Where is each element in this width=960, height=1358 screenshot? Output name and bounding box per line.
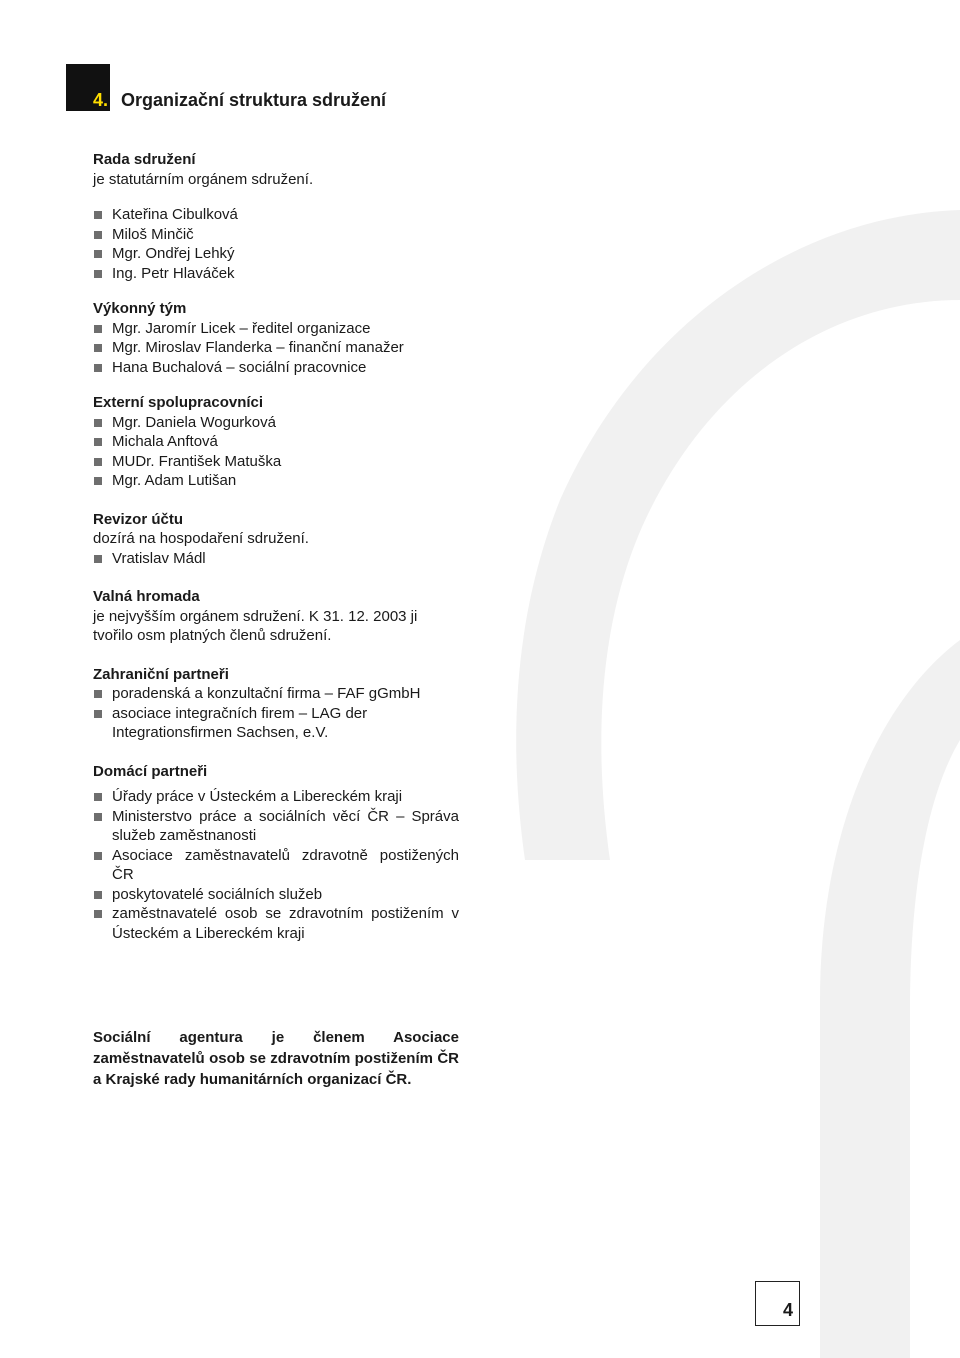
- section-vykonny-tym: [93, 299, 459, 377]
- section-domaci: [93, 762, 459, 944]
- member-list: [93, 413, 459, 491]
- section-intro: je nejvyšším orgánem sdružení. K 31. 12. 2003 ji tvořilo osm platných členů sdružení.: [93, 607, 418, 644]
- list-item: Ministerstvo práce a sociálních věcí ČR – Správa služeb zaměstnanosti: [93, 807, 459, 846]
- list-item: Mgr. Miroslav Flanderka – finanční manažer: [93, 338, 459, 358]
- section-heading: Externí spolupracovníci: [93, 394, 264, 411]
- list-item: Mgr. Jaromír Licek – ředitel organizace: [93, 319, 459, 339]
- partner-list: [93, 787, 459, 943]
- member-list: [93, 549, 459, 569]
- list-item: Ing. Petr Hlaváček: [93, 264, 459, 284]
- list-item: MUDr. František Matuška: [93, 452, 459, 472]
- chapter-number: 4.: [93, 90, 109, 110]
- list-item: Kateřina Cibulková: [93, 205, 459, 225]
- chapter-title: Organizační struktura sdružení: [121, 90, 387, 110]
- section-heading: Revizor účtu: [93, 510, 184, 528]
- list-item: Úřady práce v Ústeckém a Libereckém kraji: [93, 787, 459, 807]
- section-externi: [93, 393, 459, 491]
- list-item: Vratislav Mádl: [93, 549, 459, 569]
- list-item: zaměstnavatelé osob se zdravotním postižením v Ústeckém a Libereckém kraji: [93, 904, 459, 943]
- list-item: Miloš Minčič: [93, 225, 459, 245]
- membership-statement: Sociální agentura je členem Asociace zaměstnavatelů osob se zdravotním postižením ČR a Krajské rady humanitárních organizací ČR.: [93, 1029, 459, 1088]
- section-heading: Domácí partneři: [93, 762, 208, 780]
- list-item: Mgr. Daniela Wogurková: [93, 413, 459, 433]
- section-valna-hromada: [93, 587, 459, 646]
- section-revizor: [93, 510, 459, 569]
- member-list: [93, 205, 459, 283]
- member-list: [93, 319, 459, 378]
- page-number: 4: [782, 1300, 793, 1320]
- list-item: asociace integračních firem – LAG der Integrationsfirmen Sachsen, e.V.: [93, 704, 459, 743]
- document-body: [93, 150, 459, 943]
- list-item: Mgr. Adam Lutišan: [93, 471, 459, 491]
- section-zahranicni: [93, 665, 459, 743]
- section-heading: Zahraniční partneři: [93, 665, 229, 683]
- section-intro: dozírá na hospodaření sdružení.: [93, 530, 309, 547]
- section-heading: Rada sdružení: [93, 151, 196, 168]
- page-number-box: [755, 1281, 800, 1326]
- list-item: poradenská a konzultační firma – FAF gGmbH: [93, 684, 459, 704]
- section-heading: Výkonný tým: [93, 300, 187, 317]
- list-item: Asociace zaměstnavatelů zdravotně postižených ČR: [93, 846, 459, 885]
- list-item: Hana Buchalová – sociální pracovnice: [93, 358, 459, 378]
- list-item: Mgr. Ondřej Lehký: [93, 244, 459, 264]
- list-item: Michala Anftová: [93, 432, 459, 452]
- section-intro: je statutárním orgánem sdružení.: [93, 170, 314, 188]
- section-rada: [93, 150, 459, 283]
- section-heading: Valná hromada: [93, 588, 200, 605]
- partner-list: [93, 684, 459, 743]
- list-item: poskytovatelé sociálních služeb: [93, 885, 459, 905]
